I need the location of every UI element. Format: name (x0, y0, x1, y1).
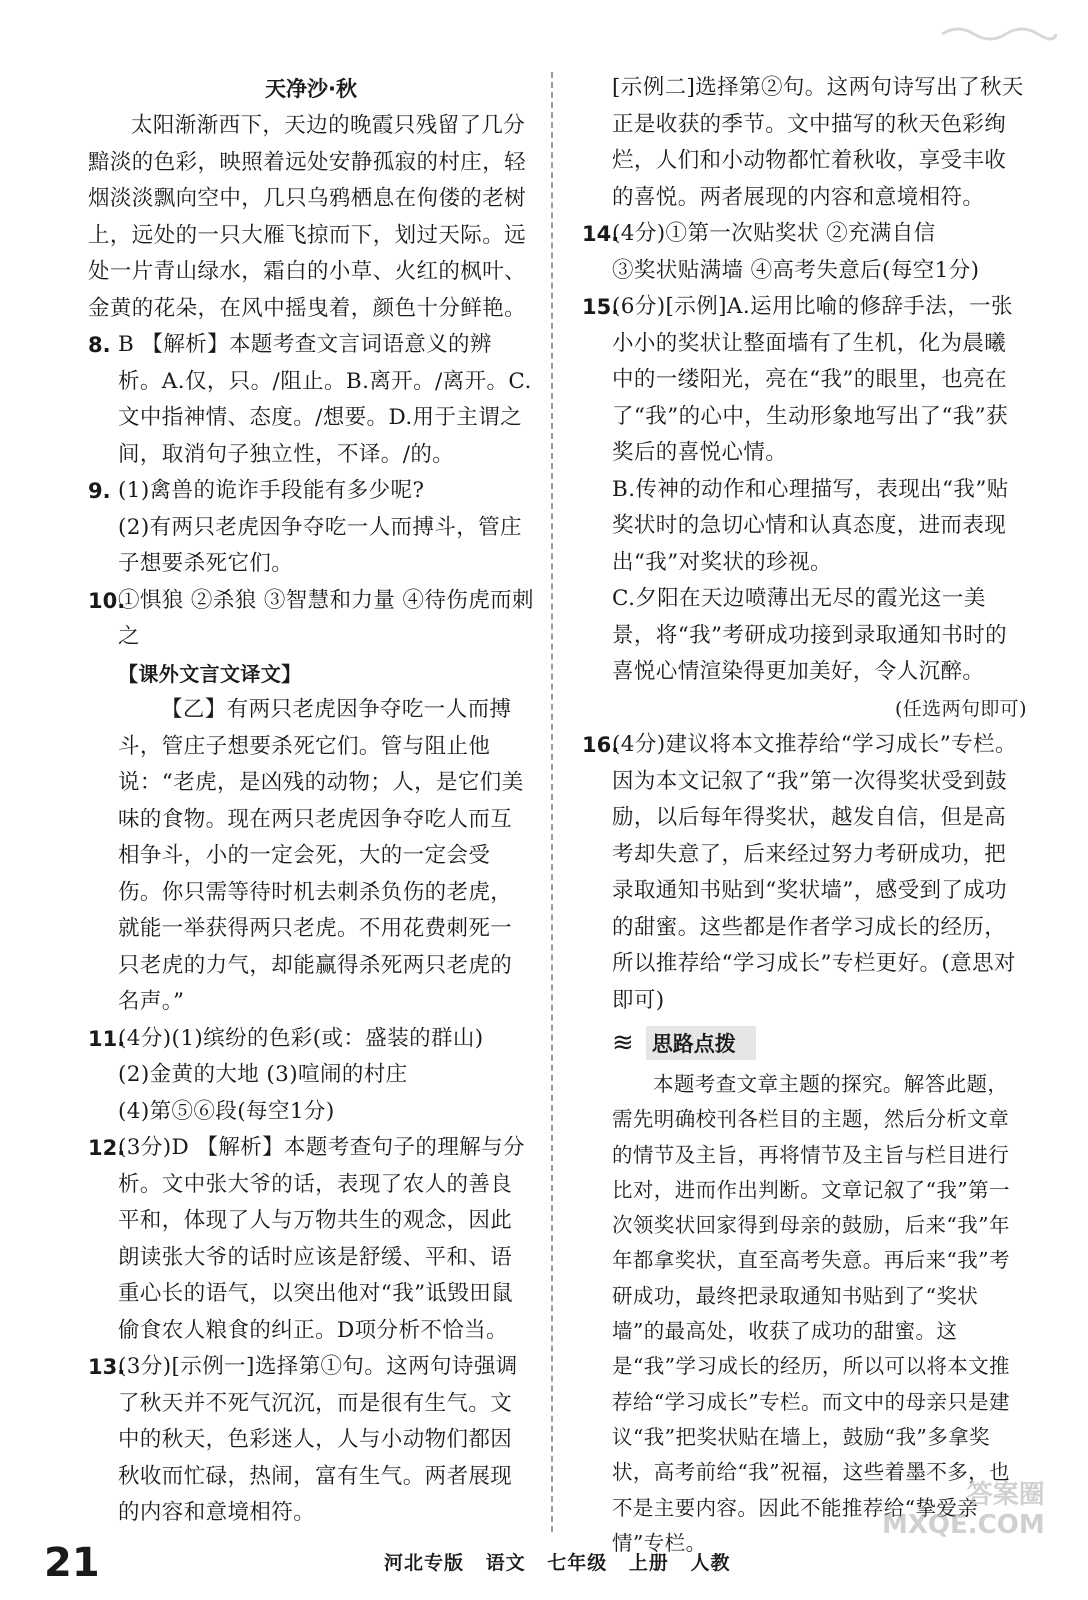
question-15-answer-c: C.夕阳在天边喷薄出无尽的霞光这一美景，将“我”考研成功接到录取通知书时的喜悦心情渲染得更加美好，令人沉醉。 (612, 586, 1008, 684)
question-15-answer-a: (6分)[示例]A.运用比喻的修辞手法，一张小小的奖状让整面墙有了生机，化为晨曦中的一缕阳光，亮在“我”的眼里，也亮在了“我”的心中，生动形象地写出了“我”获奖后的喜悦心情。 (612, 294, 1013, 465)
question-12-answer: (3分)D 【解析】本题考查句子的理解与分析。文中张大爷的话，表现了农人的善良平和，体现了人与万物共生的观念，因此朗读张大爷的话时应该是舒缓、平和、语重心长的语气，以突出他对“我”诋毁田鼠偷食农人粮食的纠正。D项分析不恰当。 (118, 1135, 525, 1343)
question-13-number: 13. (88, 1355, 126, 1379)
question-11-answer-2: (2)金黄的大地 (3)喧闹的村庄 (118, 1062, 408, 1087)
left-column (88, 70, 534, 1532)
question-14-answer-2: ③奖状贴满墙 ④高考失意后(每空1分) (612, 257, 980, 283)
translation-heading: 【课外文言文译文】 (118, 661, 302, 686)
question-15-answer-b: B.传神的动作和心理描写，表现出“我”贴奖状时的急切心情和认真态度，进而表现出“我”对奖状的珍视。 (612, 476, 1009, 575)
question-14-number: 14. (582, 222, 620, 246)
question-16-answer: (4分)建议将本文推荐给“学习成长”专栏。因为本文记叙了“我”第一次得奖状受到鼓励，以后每年得奖状，越发自信，但是高考却失意了，后来经过努力考研成功，把录取通知书贴到“奖状墙”，感受到了成功的甜蜜。这些都是作者学习成长的经历，所以推荐给“学习成长”专栏更好。(意思对即可) (612, 732, 1017, 1013)
tip-text: 本题考查文章主题的探究。解答此题，需先明确校刊各栏目的主题，然后分析文章的情节及主旨，再将情节及主旨与栏目进行比对，进而作出判断。文章记叙了“我”第一次领奖状回家得到母亲的鼓励，后来“我”年年都拿奖状，直至高考失意。再后来“我”考研成功，最终把录取通知书贴到了“奖状墙”的最高处，收获了成功的甜蜜。这是“我”学习成长的经历，所以可以将本文推荐给“学习成长”专栏。而文中的母亲只是建议“我”把奖状贴在墙上，鼓励“我”多拿奖状，高考前给“我”祝福，这些着墨不多，也不是主要内容。因此不能推荐给“挚爱亲情”专栏。 (612, 1072, 1010, 1555)
question-9-answer-1: (1)禽兽的诡诈手段能有多少呢? (118, 478, 425, 503)
question-11-answer-1: (4分)(1)缤纷的色彩(或：盛装的群山) (118, 1025, 484, 1051)
question-9-number: 9. (88, 479, 111, 503)
question-16-number: 16. (582, 733, 620, 757)
tip-title: 思路点拨 (646, 1026, 756, 1060)
question-13 (88, 1349, 534, 1532)
question-8-number: 8. (88, 333, 111, 357)
watermark-line-1: 答案圈 (966, 1480, 1045, 1510)
tip-header (612, 1023, 1027, 1063)
question-9 (88, 473, 534, 583)
corner-decoration (938, 20, 1058, 44)
page-footer (0, 1538, 1088, 1588)
question-11-number: 11. (88, 1026, 126, 1051)
question-12-number: 12. (88, 1136, 126, 1160)
question-14-answer-1: (4分)①第一次贴奖状 ②充满自信 (612, 221, 936, 246)
question-11 (88, 1021, 534, 1131)
book-info: 河北专版 语文 七年级 上册 人教 (384, 1552, 731, 1574)
watermark (882, 1480, 1045, 1540)
question-13-answer: (3分)[示例一]选择第①句。这两句诗强调了秋天并不死气沉沉，而是很有生气。文中的秋天，色彩迷人，人与小动物们都因秋收而忙碌，热闹，富有生气。两者展现的内容和意境相符。 (118, 1354, 518, 1525)
question-16 (582, 727, 1027, 1019)
question-15-note: (任选两句即可) (894, 697, 1027, 720)
question-10 (88, 583, 534, 1021)
poem-translation: 太阳渐渐西下，天边的晚霞只残留了几分黯淡的色彩，映照着远处安静孤寂的村庄，轻烟淡淡飘向空中，几只乌鸦栖息在佝偻的老树上，远处的一只大雁飞掠而下，划过天际。远处一片青山绿水，霜白的小草、火红的枫叶、金黄的花朵，在风中摇曳着，颜色十分鲜艳。 (88, 113, 527, 321)
watermark-line-2: MXQE.COM (882, 1510, 1045, 1540)
question-10-number: 10. (88, 588, 126, 613)
question-8 (88, 327, 534, 473)
poem-title: 天净沙·秋 (265, 77, 357, 101)
question-15 (582, 289, 1027, 727)
wave-icon: ≋ (612, 1028, 634, 1058)
question-10-answer: ①惧狼 ②杀狼 ③智慧和力量 ④待伤虎而刺之 (118, 587, 534, 649)
question-13-example-2: [示例二]选择第②句。这两句诗写出了秋天正是收获的季节。文中描写的秋天色彩绚烂，人们和小动物都忙着秋收，享受丰收的喜悦。两者展现的内容和意境相符。 (612, 75, 1024, 210)
question-15-number: 15. (582, 295, 620, 319)
question-9-answer-2: (2)有两只老虎因争夺吃一人而搏斗，管庄子想要杀死它们。 (118, 514, 522, 576)
question-11-answer-3: (4)第⑤⑥段(每空1分) (118, 1098, 335, 1124)
page-number: 21 (44, 1540, 100, 1586)
question-14 (582, 216, 1027, 289)
question-8-answer: B 【解析】本题考查文言词语意义的辨析。A.仅，只。/阻止。B.离开。/离开。C.文中指神情、态度。/想要。D.用于主谓之间，取消句子独立性，不译。/的。 (118, 332, 532, 467)
question-12 (88, 1130, 534, 1349)
translation-text: 【乙】有两只老虎因争夺吃一人而搏斗，管庄子想要杀死它们。管与阻止他说：“老虎，是凶残的动物；人，是它们美味的食物。现在两只老虎因争夺吃人而互相争斗，小的一定会死，大的一定会受伤。你只需等待时机去刺杀负伤的老虎，就能一举获得两只老虎。不用花费刺死一只老虎的力气，却能赢得杀死两只老虎的名声。” (118, 697, 524, 1014)
column-divider (551, 72, 553, 1532)
right-column (582, 70, 1027, 1561)
